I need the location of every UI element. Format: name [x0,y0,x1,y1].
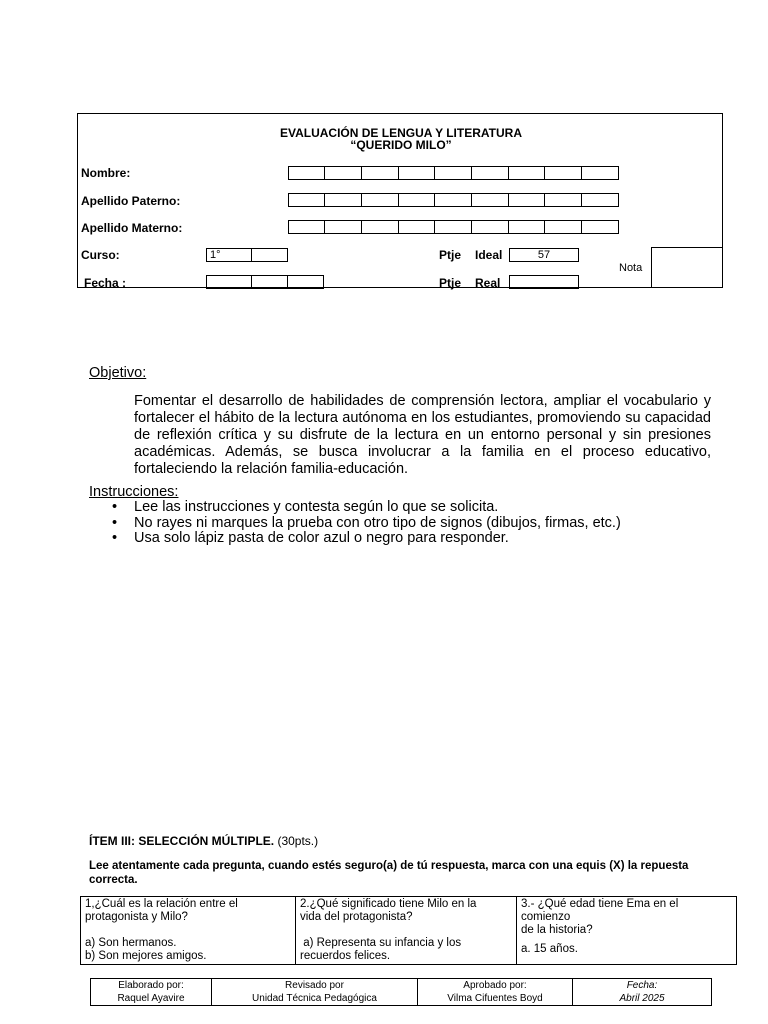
footer-elaborado [91,979,211,1005]
item3-title: ÍTEM III: SELECCIÓN MÚLTIPLE. [89,834,275,848]
footer-revisado [212,979,417,1005]
apellido-materno-label: Apellido Materno: [81,221,183,235]
header-divider [722,113,723,153]
option-a[interactable]: a. 15 años. [521,943,578,955]
ideal-label: Ideal [475,248,503,262]
objetivo-text: Fomentar el desarrollo de habilidades de comprensión lectora, ampliar el vocabulario y fortalecer el hábito de la lectura autónoma en los estudiantes, promoviendo su capacidad de reflexión crítica y su disfrute de la lectura en un entorno personal y sin presiones académicas. Además, se busca involucrar a la familia en el proceso educativo, fortaleciendo la relación familia-educación. [134,393,711,477]
aprobado-value: Vilma Cifuentes Boyd [447,993,543,1004]
list-item: • Usa solo lápiz pasta de color azul o negro para responder. [106,531,726,547]
curso-input-grid[interactable] [207,248,288,262]
exam-title: EVALUACIÓN DE LENGUA Y LITERATURA [279,126,522,140]
revisado-value: Unidad Técnica Pedagógica [252,993,377,1004]
aprobado-label: Aprobado por: [463,980,527,991]
option-a[interactable]: a) Representa su infancia y los [300,937,462,949]
list-item: • No rayes ni marques la prueba con otro tipo de signos (dibujos, firmas, etc.) [106,516,726,532]
footer-table [90,978,712,1006]
apellido-materno-input-grid[interactable] [289,220,619,234]
question-text: vida del protagonista? [300,911,413,923]
objetivo-heading: Objetivo: [89,365,147,381]
footer-fecha-value: Abril 2025 [619,993,665,1004]
elaborado-value: Raquel Ayavire [117,993,185,1004]
nota-label: Nota [619,262,643,274]
nota-input-box[interactable] [651,247,723,288]
footer-fecha [573,979,711,1005]
ideal-value-box [510,248,579,262]
question-3 [517,897,736,964]
question-text: protagonista y Milo? [85,911,188,923]
question-text: 2.¿Qué significado tiene Milo en la [300,898,477,910]
ptje-ideal-label: Ptje [439,248,462,262]
fecha-input-grid[interactable] [207,275,324,289]
option-a[interactable]: a) Son hermanos. [85,937,177,949]
question-1 [81,897,295,964]
curso-value: 1° [206,248,252,262]
instrucciones-list [106,500,726,547]
question-text: 1,¿Cuál es la relación entre el [85,898,238,910]
ptje-real-label: Ptje [439,276,462,290]
instrucciones-heading: Instrucciones: [89,484,179,500]
item3-heading [89,834,318,848]
option-a-continued: recuerdos felices. [300,950,391,962]
question-text: de la historia? [521,924,593,936]
apellido-paterno-label: Apellido Paterno: [81,194,181,208]
nombre-input-grid[interactable] [289,166,619,180]
exam-subtitle: “QUERIDO MILO” [350,138,452,152]
student-info-header [77,113,723,288]
item3-instruction: Lee atentamente cada pregunta, cuando estés seguro(a) de tú respuesta, marca con una equis (X) la repuesta correcta. [89,860,689,886]
fecha-label: Fecha : [84,276,127,290]
nombre-label: Nombre: [81,166,131,180]
apellido-paterno-input-grid[interactable] [289,193,619,207]
curso-label: Curso: [81,248,120,262]
ideal-value: 57 [509,248,579,262]
question-2 [296,897,516,964]
question-text: 3.- ¿Qué edad tiene Ema en el [521,898,679,910]
real-label: Real [475,276,501,290]
question-text: comienzo [521,911,571,923]
questions-table [80,896,737,965]
revisado-label: Revisado por [285,980,344,991]
option-b[interactable]: b) Son mejores amigos. [85,950,207,962]
item3-points: (30pts.) [277,834,319,848]
footer-fecha-label: Fecha: [626,980,658,991]
list-item: • Lee las instrucciones y contesta según lo que se solicita. [106,500,726,516]
real-input-box[interactable] [510,275,579,289]
elaborado-label: Elaborado por: [118,980,184,991]
footer-aprobado [418,979,572,1005]
